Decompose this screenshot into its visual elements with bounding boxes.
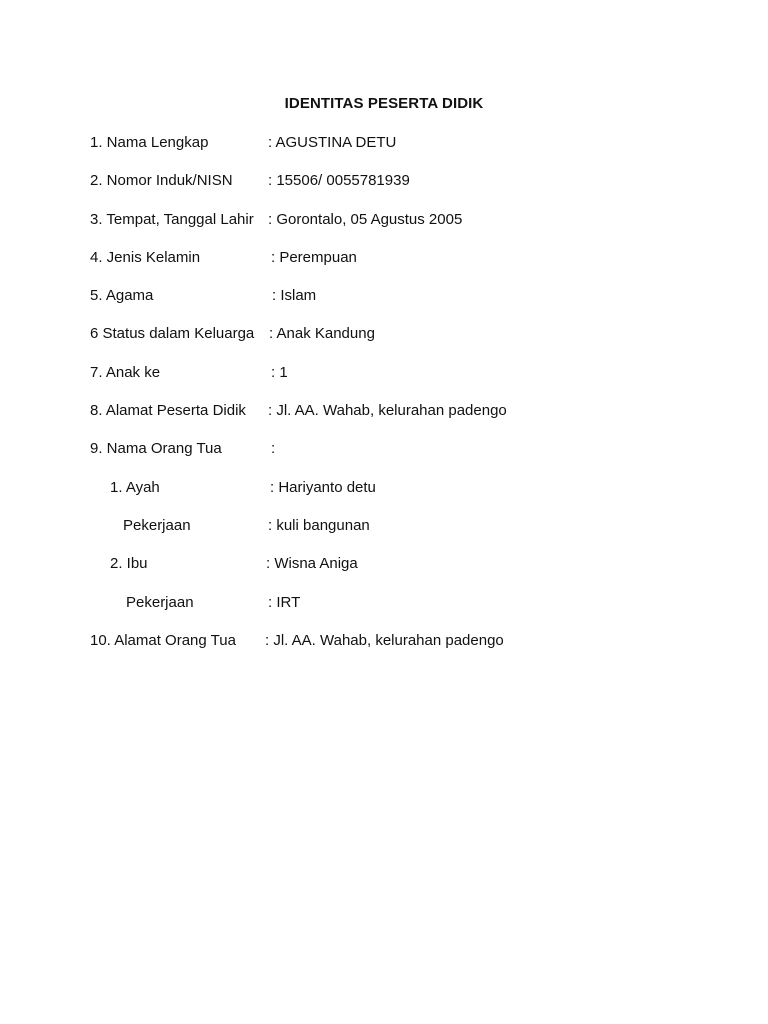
field-label: 5. Agama [90, 287, 154, 304]
field-label: 7. Anak ke [90, 364, 161, 381]
field-label: 9. Nama Orang Tua [90, 440, 222, 457]
field-value: : Gorontalo, 05 Agustus 2005 [268, 211, 463, 228]
field-label: 2. Nomor Induk/NISN [90, 172, 233, 189]
field-value: : Jl. AA. Wahab, kelurahan padengo [268, 402, 507, 419]
field-label: 1. Ayah [110, 479, 160, 496]
field-label: 6 Status dalam Keluarga [90, 325, 255, 342]
field-value: : 1 [271, 364, 288, 381]
field-value: : AGUSTINA DETU [268, 134, 397, 151]
field-value: : Hariyanto detu [270, 479, 376, 496]
field-value: : Jl. AA. Wahab, kelurahan padengo [265, 632, 504, 649]
field-label: Pekerjaan [123, 517, 191, 534]
field-value: : [271, 440, 276, 457]
field-label: Pekerjaan [126, 594, 194, 611]
document-title: IDENTITAS PESERTA DIDIK [284, 95, 484, 112]
field-label: 8. Alamat Peserta Didik [90, 402, 246, 419]
field-label: 3. Tempat, Tanggal Lahir [90, 211, 254, 228]
field-value: : Wisna Aniga [266, 555, 358, 572]
field-label: 2. Ibu [110, 555, 148, 572]
field-label: 1. Nama Lengkap [90, 134, 209, 151]
field-value: : IRT [268, 594, 301, 611]
field-value: : kuli bangunan [268, 517, 370, 534]
field-value: : Islam [272, 287, 317, 304]
field-value: : Perempuan [271, 249, 357, 266]
field-label: 4. Jenis Kelamin [90, 249, 201, 266]
field-value: : 15506/ 0055781939 [268, 172, 410, 189]
field-value: : Anak Kandung [269, 325, 375, 342]
field-label: 10. Alamat Orang Tua [90, 632, 236, 649]
